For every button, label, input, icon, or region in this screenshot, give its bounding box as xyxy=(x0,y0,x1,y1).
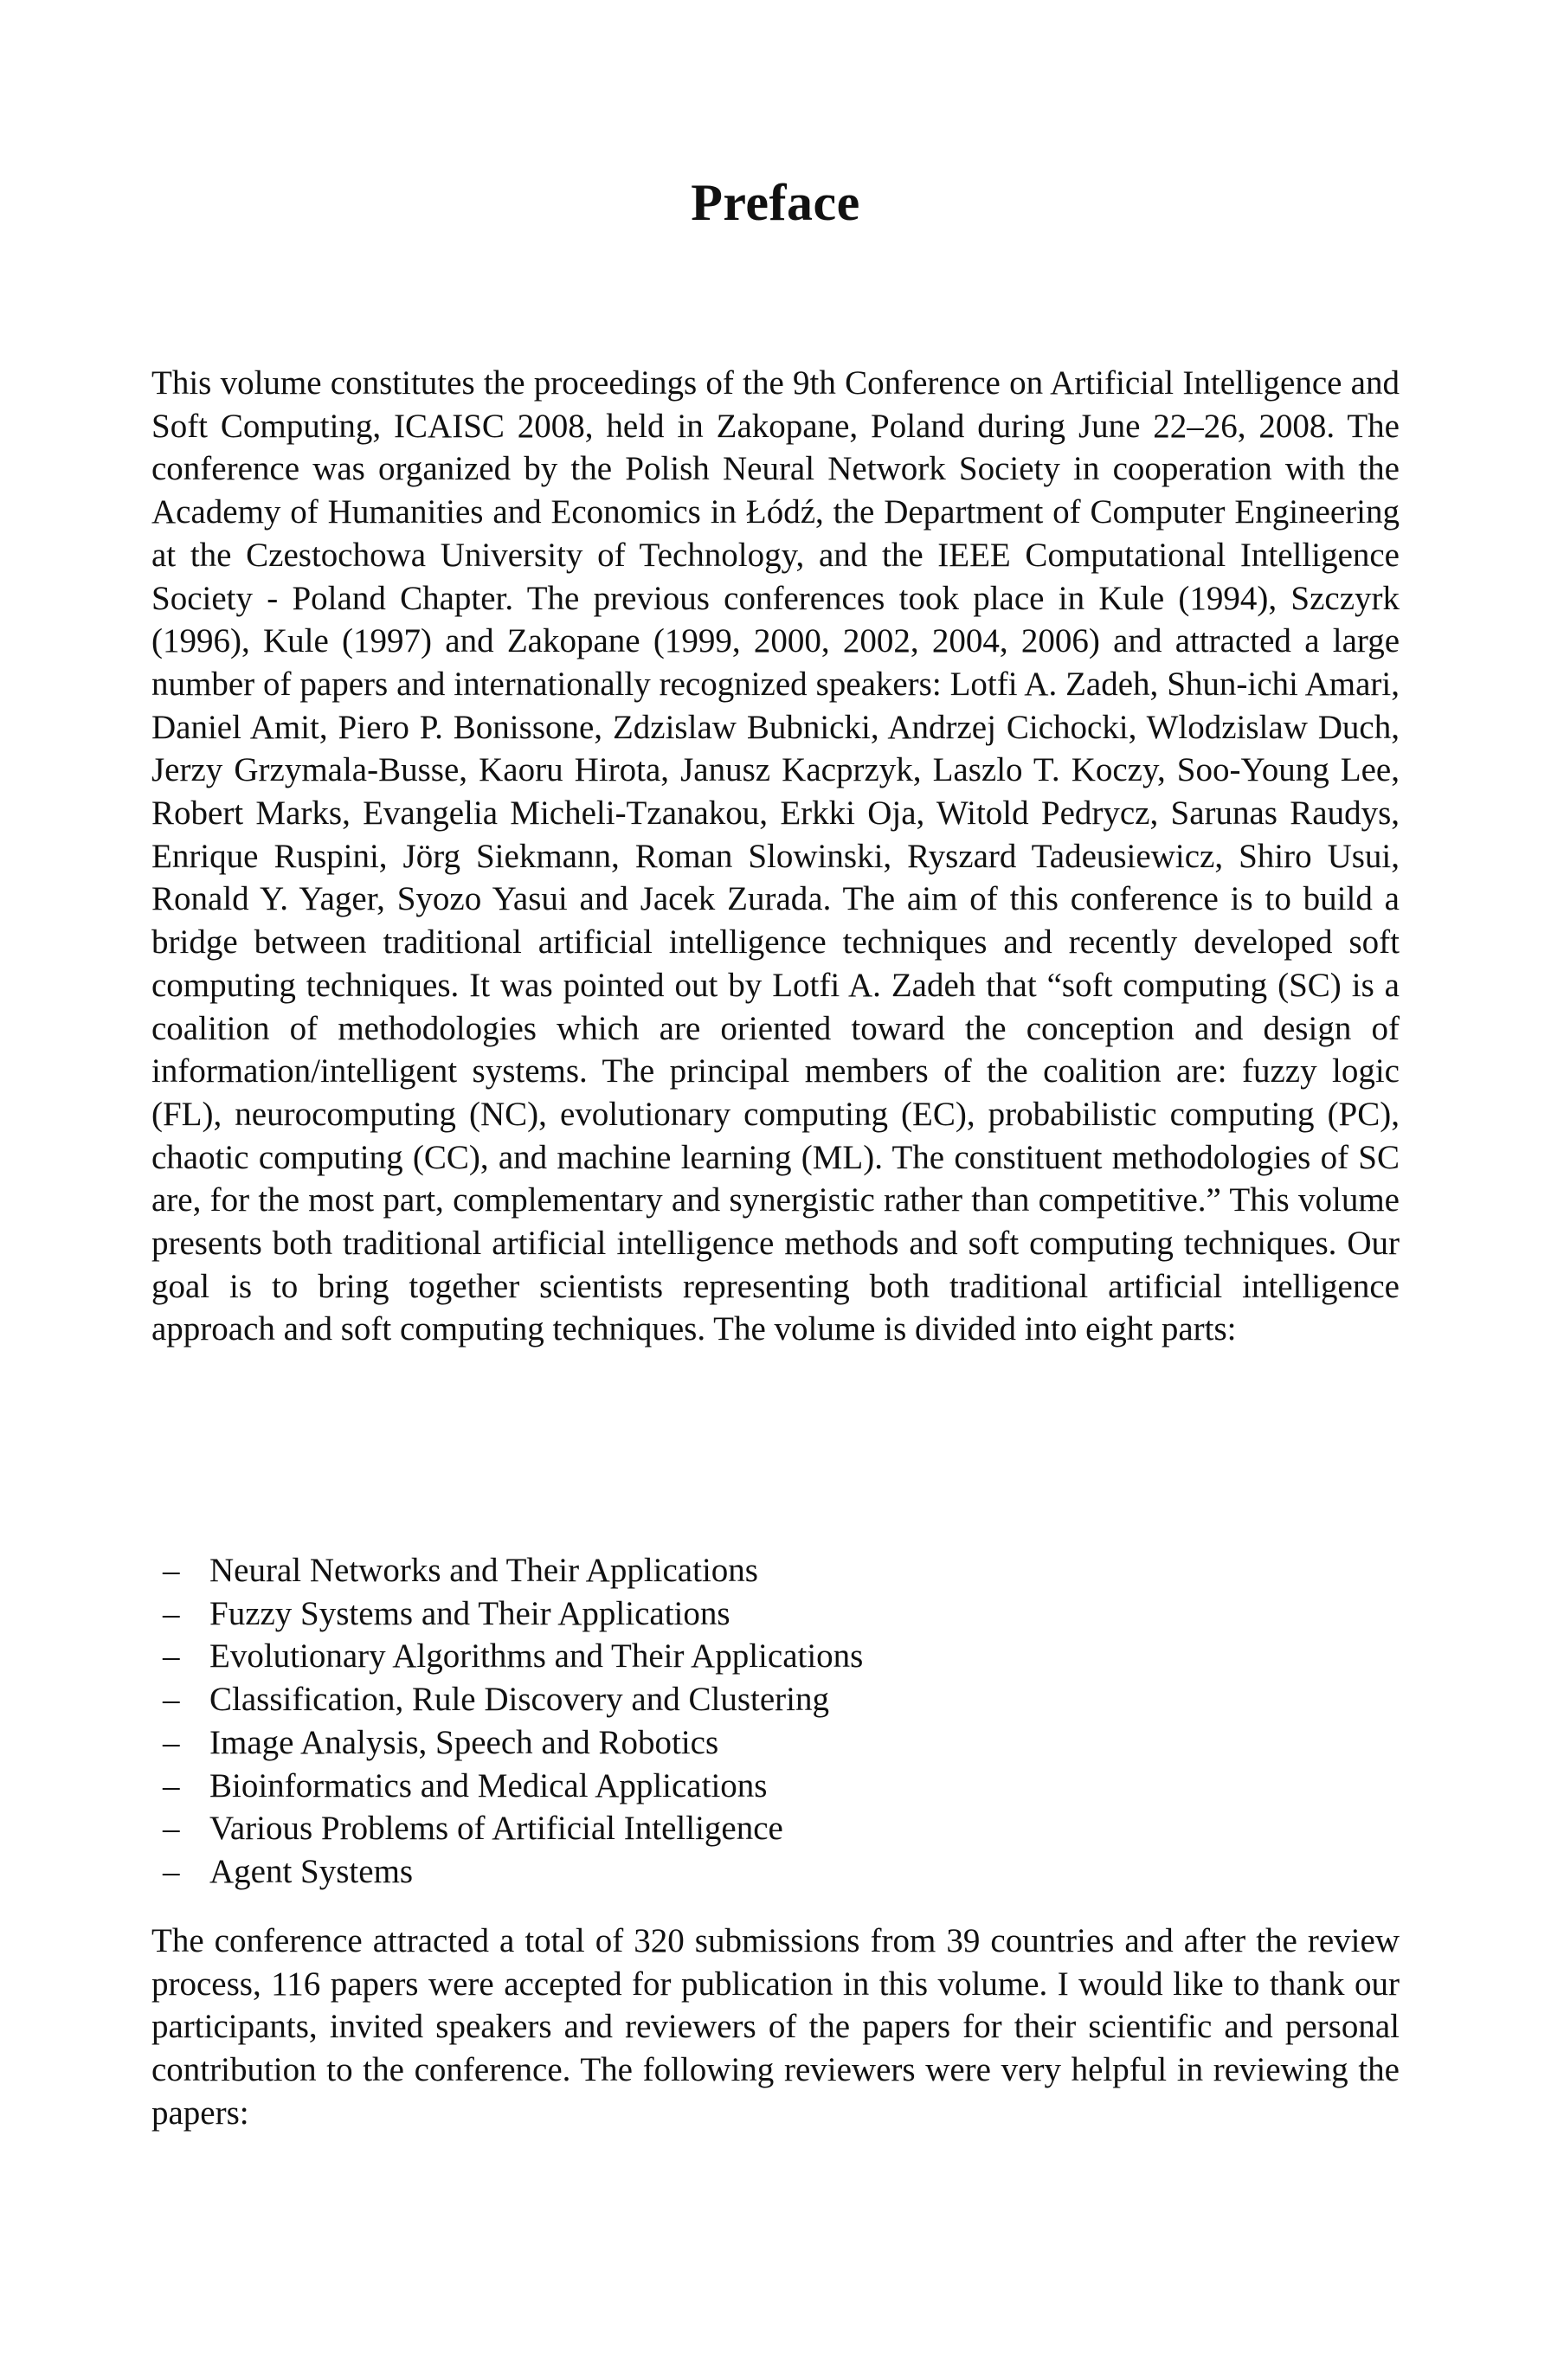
list-item xyxy=(151,1850,1400,1894)
list-item xyxy=(151,1592,1400,1636)
list-dash: – xyxy=(163,1852,180,1890)
page-title: Preface xyxy=(691,174,860,231)
intro-paragraph: This volume constitutes the proceedings of the 9th Conference on Artificial Intelligence and Soft Computing, ICAISC 2008, held in Zakopane, Poland during June 22–26, 2008. The conference was organized by the Polish Neural Network Society in cooperation with the Academy of Humanities and Economics in Łódź, the Department of Computer Engineering at the Czestochowa University of Technology, and the IEEE Computational Intelligence Society - Poland Chapter. The previous conferences took place in Kule (1994), Szczyrk (1996), Kule (1997) and Zakopane (1999, 2000, 2002, 2004, 2006) and attracted a large number of papers and internationally recognized speakers: Lotfi A. Zadeh, Shun-ichi Amari, Daniel Amit, Piero P. Bonissone, Zdzislaw Bubnicki, Andrzej Cichocki, Wlodzislaw Duch, Jerzy Grzymala-Busse, Kaoru Hirota, Janusz Kacprzyk, Laszlo T. Koczy, Soo-Young Lee, Robert Marks, Evangelia Micheli-Tzanakou, Erkki Oja, Witold Pedrycz, Sarunas Raudys, Enrique Ruspini, Jörg Siekmann, Roman Slowinski, Ryszard Tadeusiewicz, Shiro Usui, Ronald Y. Yager, Syozo Yasui and Jacek Zurada. The aim of this conference is to build a bridge between traditional artificial intelligence techniques and recently developed soft computing techniques. It was pointed out by Lotfi A. Zadeh that “soft computing (SC) is a coalition of methodologies which are oriented toward the conception and design of information/intelligent systems. The principal members of the coalition are: fuzzy logic (FL), neurocomputing (NC), evolutionary computing (EC), probabilistic computing (PC), chaotic computing (CC), and machine learning (ML). The constituent methodologies of SC are, for the most part, complementary and synergistic rather than competitive.” This volume presents both traditional artificial intelligence methods and soft computing techniques. Our goal is to bring together scientists representing both traditional artificial intelligence approach and soft computing techniques. The volume is divided into eight parts: xyxy=(151,364,1400,1348)
list-item-text: Various Problems of Artificial Intelligence xyxy=(209,1810,783,1848)
list-item xyxy=(151,1635,1400,1678)
list-item-text: Fuzzy Systems and Their Applications xyxy=(209,1594,730,1632)
list-item-text: Neural Networks and Their Applications xyxy=(209,1552,758,1589)
list-item xyxy=(151,1765,1400,1808)
list-item-text: Bioinformatics and Medical Applications xyxy=(209,1766,768,1804)
list-dash: – xyxy=(163,1637,180,1676)
parts-list xyxy=(151,1549,1400,1894)
closing-paragraph: The conference attracted a total of 320 submissions from 39 countries and after the review process, 116 papers were accepted for publication in this volume. I would like to thank our participants, invited speakers and reviewers of the papers for their scientific and personal contribution to the conference. The following reviewers were very helpful in reviewing the papers: xyxy=(151,1922,1400,2132)
list-dash: – xyxy=(163,1766,180,1804)
list-dash: – xyxy=(163,1552,180,1589)
list-item xyxy=(151,1807,1400,1850)
list-item xyxy=(151,1721,1400,1765)
list-item-text: Agent Systems xyxy=(209,1852,414,1890)
list-item-text: Image Analysis, Speech and Robotics xyxy=(209,1723,719,1761)
list-dash: – xyxy=(163,1681,180,1719)
list-dash: – xyxy=(163,1810,180,1848)
list-dash: – xyxy=(163,1594,180,1632)
list-item xyxy=(151,1678,1400,1721)
list-item xyxy=(151,1549,1400,1592)
list-item-text: Classification, Rule Discovery and Clustering xyxy=(209,1681,829,1719)
list-item-text: Evolutionary Algorithms and Their Applications xyxy=(209,1637,864,1676)
list-dash: – xyxy=(163,1723,180,1761)
